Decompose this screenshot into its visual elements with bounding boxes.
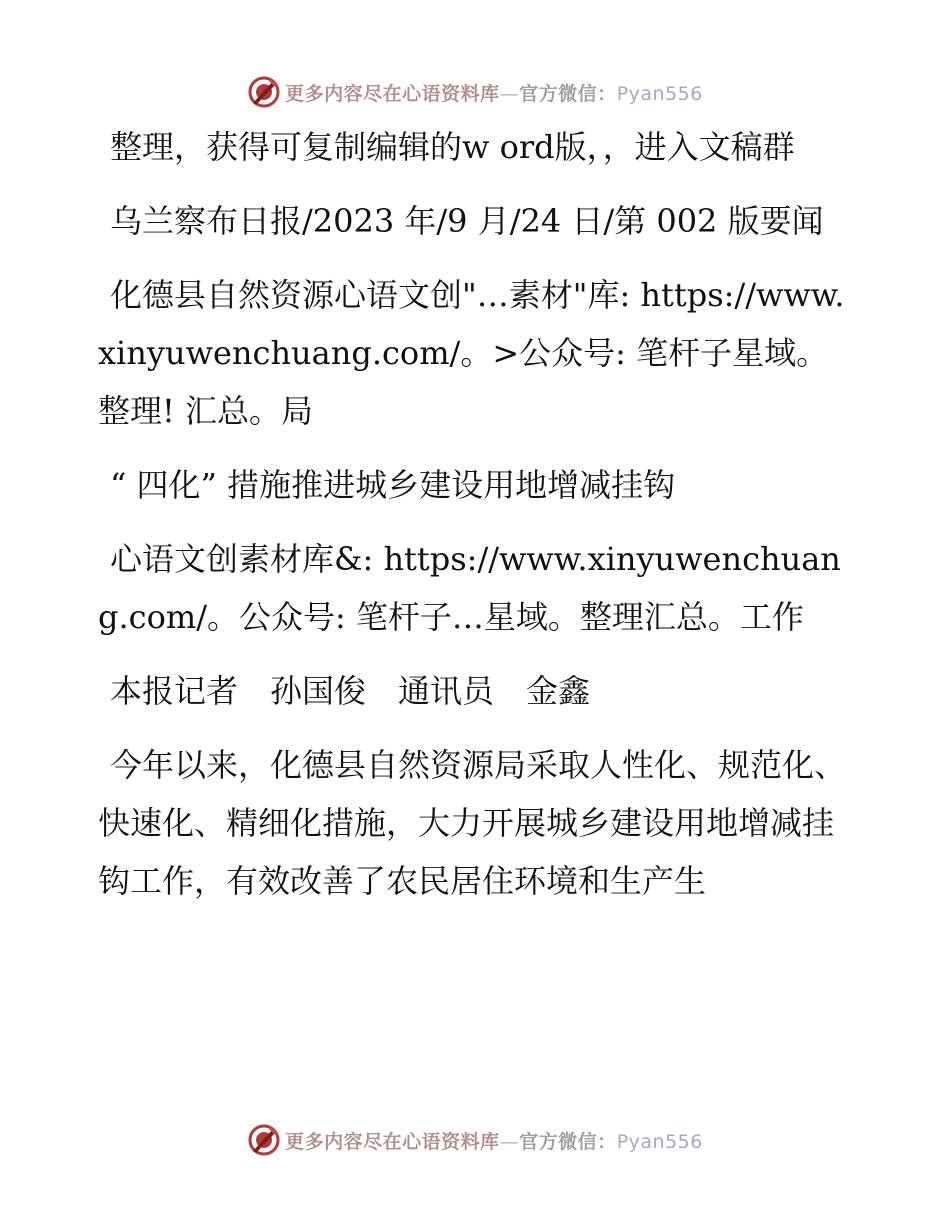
- footer-watermark-banner: [0, 1120, 950, 1160]
- document-body: [98, 118, 858, 926]
- header-watermark-banner: [0, 72, 950, 112]
- banner-brand: 更多内容尽在心语资料库: [285, 82, 500, 105]
- paragraph-promo-1: 化德县自然资源心语文创"…素材"库: https://www.xinyuwenchuang.com/。>公众号: 笔杆子星域。整理! 汇总。局: [98, 276, 845, 430]
- article-headline: “ 四化” 措施推进城乡建设用地增减挂钩: [110, 466, 676, 504]
- quill-seal-icon: [247, 75, 281, 109]
- banner-wechat-label: 官方微信：: [519, 1130, 617, 1153]
- paragraph-intro: 整理，获得可复制编辑的w ord版，，进入文稿群: [110, 128, 795, 166]
- banner-wechat-id: Pyan556: [616, 1130, 703, 1153]
- banner-brand: 更多内容尽在心语资料库: [285, 1130, 500, 1153]
- quill-seal-icon: [247, 1123, 281, 1157]
- banner-text: [285, 79, 703, 106]
- banner-wechat-label: 官方微信：: [519, 82, 617, 105]
- banner-wechat-id: Pyan556: [616, 82, 703, 105]
- paragraph-promo-2: 心语文创素材库&: https://www.xinyuwenchuang.com/。公众号: 笔杆子…星域。整理汇总。工作: [98, 540, 841, 636]
- byline: 本报记者 孙国俊 通讯员 金鑫: [110, 672, 591, 710]
- paragraph-source: 乌兰察布日报/2023 年/9 月/24 日/第 002 版要闻: [110, 202, 824, 240]
- banner-separator: —: [499, 82, 520, 105]
- banner-separator: —: [499, 1130, 520, 1153]
- paragraph-body: 今年以来，化德县自然资源局采取人性化、规范化、快速化、精细化措施，大力开展城乡建设用地增减挂钩工作，有效改善了农民居住环境和生产生: [98, 746, 847, 900]
- banner-text: [285, 1127, 703, 1154]
